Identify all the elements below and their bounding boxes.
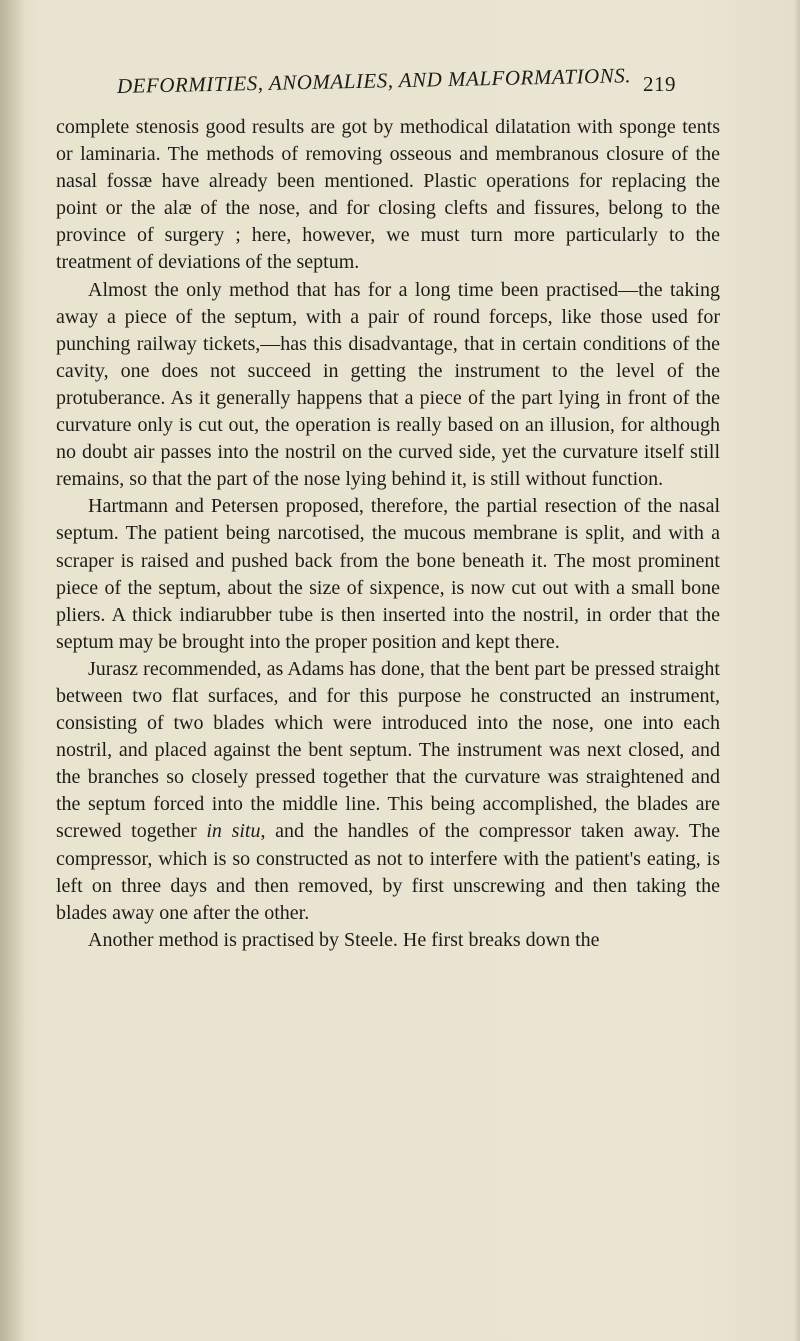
paragraph-jurasz-compressor: Jurasz recommended, as Adams has done, that the bent part be pressed straight between two flat surfaces, and for this purpose he constructed an instrument, consisting of two blades which were introduced into the nose, one into each nostril, and placed against the bent septum. The instrument was next closed, and the branches so closely pressed together that the curvature was straightened and the septum forced into the middle line. This being accomplished, the blades are screwed together in situ, and the handles of the compressor taken away. The compressor, which is so constructed as not to interfere with the patient's eating, is left on three days and then removed, by first unscrewing and then taking the blades away one after the other. <box>56 657 721 924</box>
paragraph-forceps-method: Almost the only method that has for a long time been practised—the taking away a piece of the septum, with a pair of round forceps, like those used for punching railway tickets,—has this disadvantage, that in certain conditions of the cavity, one does not succeed in getting the instrument to the level of the protuberance. As it generally happens that a piece of the part lying in front of the curvature only is cut out, the operation is really based on an illusion, for although no doubt air passes into the nostril on the curved side, yet the curvature itself still remains, so that the part of the nose lying behind it, is still without function. <box>56 278 720 491</box>
page-edge <box>794 0 800 1341</box>
running-title: DEFORMITIES, ANOMALIES, AND MALFORMATIONS. <box>116 63 632 98</box>
paragraph-partial-resection: Hartmann and Petersen proposed, therefore, the partial resection of the nasal septum. The patient being narcotised, the mucous membrane is split, and with a scraper is raised and pushed back from the bone beneath it. The most prominent piece of the septum, about the size of sixpence, is now cut out with a small bone pliers. A thick indiarubber tube is then inserted into the nostril, in order that the septum may be brought into the proper position and kept there. <box>56 495 720 653</box>
page-number: 219 <box>643 72 676 96</box>
body-text <box>56 114 720 954</box>
running-head <box>116 63 717 108</box>
paragraph-continued: complete stenosis good results are got by methodical dilatation with sponge tents or laminaria. The methods of removing osseous and membranous closure of the nasal fossæ have already been mentioned. Plastic operations for replacing the point or the alæ of the nose, and for closing clefts and fissures, belong to the province of surgery ; here, however, we must turn more particularly to the treatment of deviations of the septum. <box>56 116 720 274</box>
paragraph-steele-method: Another method is practised by Steele. He first breaks down the <box>88 928 600 951</box>
latin-phrase: in situ <box>206 820 261 843</box>
spine-shadow <box>0 0 26 1341</box>
